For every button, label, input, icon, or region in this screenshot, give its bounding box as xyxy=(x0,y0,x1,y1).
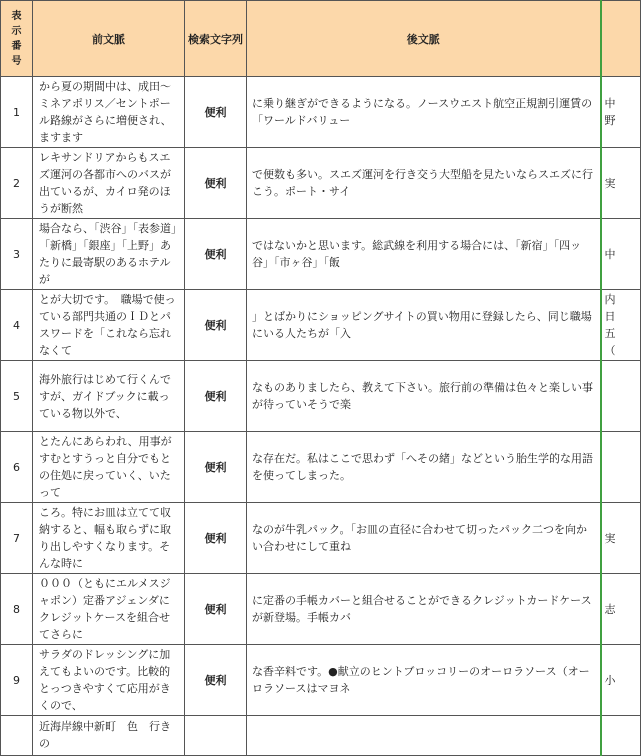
preceding-context-cell: とたんにあらわれ、用事がすむとすうっと自分でもとの住処に戻っていく、いたって xyxy=(33,432,185,503)
following-context-cell: に定番の手帳カバーと組合せることができるクレジットカードケースが新登場。手帳カバ xyxy=(247,574,601,645)
following-context-cell: な香辛料です。●献立のヒントブロッコリーのオーロラソース（オーロラソースはマヨネ xyxy=(247,645,601,716)
table-row xyxy=(1,716,641,756)
preceding-context-cell: サラダのドレッシングに加えてもよいのです。比較的とっつきやすくて応用がきくので、 xyxy=(33,645,185,716)
row-number xyxy=(1,716,33,756)
search-string-cell: 便利 xyxy=(185,148,247,219)
row-number: 4 xyxy=(1,290,33,361)
extra-column-cell: 中 xyxy=(601,219,641,290)
search-string-cell: 便利 xyxy=(185,361,247,432)
row-number: 3 xyxy=(1,219,33,290)
table-row xyxy=(1,432,641,503)
following-context-cell: で便数も多い。スエズ運河を行き交う大型船を見たいならスエズに行こう。ポート・サイ xyxy=(247,148,601,219)
preceding-context-cell: ０００（ともにエルメスジャポン）定番アジェンダにクレジットケースを組合せてさらに xyxy=(33,574,185,645)
following-context-cell xyxy=(247,716,601,756)
table-row xyxy=(1,77,641,148)
extra-column-cell: 小 xyxy=(601,645,641,716)
preceding-context-cell: レキサンドリアからもスエズ運河の各都市へのバスが出ているが、カイロ発のほうが断然 xyxy=(33,148,185,219)
extra-column-cell xyxy=(601,432,641,503)
row-number: 6 xyxy=(1,432,33,503)
preceding-context-cell: 海外旅行はじめて行くんですが、ガイドブックに載っている物以外で、 xyxy=(33,361,185,432)
row-number: 5 xyxy=(1,361,33,432)
search-string-cell: 便利 xyxy=(185,290,247,361)
extra-column-cell: 内 日 五 （ xyxy=(601,290,641,361)
search-string-cell: 便利 xyxy=(185,645,247,716)
following-context-cell: ではないかと思います。総武線を利用する場合には、「新宿」「四ッ谷」「市ヶ谷」「飯 xyxy=(247,219,601,290)
extra-column-cell: 志 xyxy=(601,574,641,645)
header-display-number: 表 示 番 号 xyxy=(1,1,33,77)
row-number: 9 xyxy=(1,645,33,716)
following-context-cell: な存在だ。私はここで思わず「へその緒」などという胎生学的な用語を使ってしまった。 xyxy=(247,432,601,503)
following-context-cell: なのが牛乳パック。「お皿の直径に合わせて切ったパック二つを向かい合わせにして重ね xyxy=(247,503,601,574)
table-row xyxy=(1,219,641,290)
table-row xyxy=(1,148,641,219)
preceding-context-cell: とが大切です。 職場で使っている部門共通のＩＤとパスワードを「これなら忘れなくて xyxy=(33,290,185,361)
table-row xyxy=(1,645,641,716)
table-row xyxy=(1,290,641,361)
header-preceding-context: 前文脈 xyxy=(33,1,185,77)
following-context-cell: に乗り継ぎができるようになる。ノースウエスト航空正規割引運賃の「ワールドバリュー xyxy=(247,77,601,148)
search-string-cell: 便利 xyxy=(185,574,247,645)
extra-column-cell: 実 xyxy=(601,503,641,574)
preceding-context-cell: 近海岸線中新町 色 行きの xyxy=(33,716,185,756)
following-context-cell: 」とばかりにショッピングサイトの買い物用に登録したら、同じ職場にいる人たちが「入 xyxy=(247,290,601,361)
header-row xyxy=(1,1,641,77)
table-row xyxy=(1,574,641,645)
following-context-cell: なものありましたら、教えて下さい。旅行前の準備は色々と楽しい事が待っていそうで楽 xyxy=(247,361,601,432)
header-search-string: 検索文字列 xyxy=(185,1,247,77)
extra-column-cell xyxy=(601,361,641,432)
row-number: 1 xyxy=(1,77,33,148)
search-string-cell: 便利 xyxy=(185,432,247,503)
search-string-cell xyxy=(185,716,247,756)
search-string-cell: 便利 xyxy=(185,219,247,290)
table-row xyxy=(1,503,641,574)
extra-column-cell: 中 野 xyxy=(601,77,641,148)
search-string-cell: 便利 xyxy=(185,77,247,148)
preceding-context-cell: から夏の期間中は、成田～ミネアポリス／セントポール路線がさらに増便され、ますます xyxy=(33,77,185,148)
row-number: 2 xyxy=(1,148,33,219)
preceding-context-cell: ころ。特にお皿は立てて収納すると、幅も取らずに取り出しやすくなります。そんな時に xyxy=(33,503,185,574)
header-extra-column xyxy=(601,1,641,77)
search-string-cell: 便利 xyxy=(185,503,247,574)
extra-column-cell: 実 xyxy=(601,148,641,219)
header-following-context: 後文脈 xyxy=(247,1,601,77)
extra-column-cell xyxy=(601,716,641,756)
row-number: 7 xyxy=(1,503,33,574)
row-number: 8 xyxy=(1,574,33,645)
table-row xyxy=(1,361,641,432)
preceding-context-cell: 場合なら、「渋谷」「表参道」「新橋」「銀座」「上野」あたりに最寄駅のあるホテルが xyxy=(33,219,185,290)
